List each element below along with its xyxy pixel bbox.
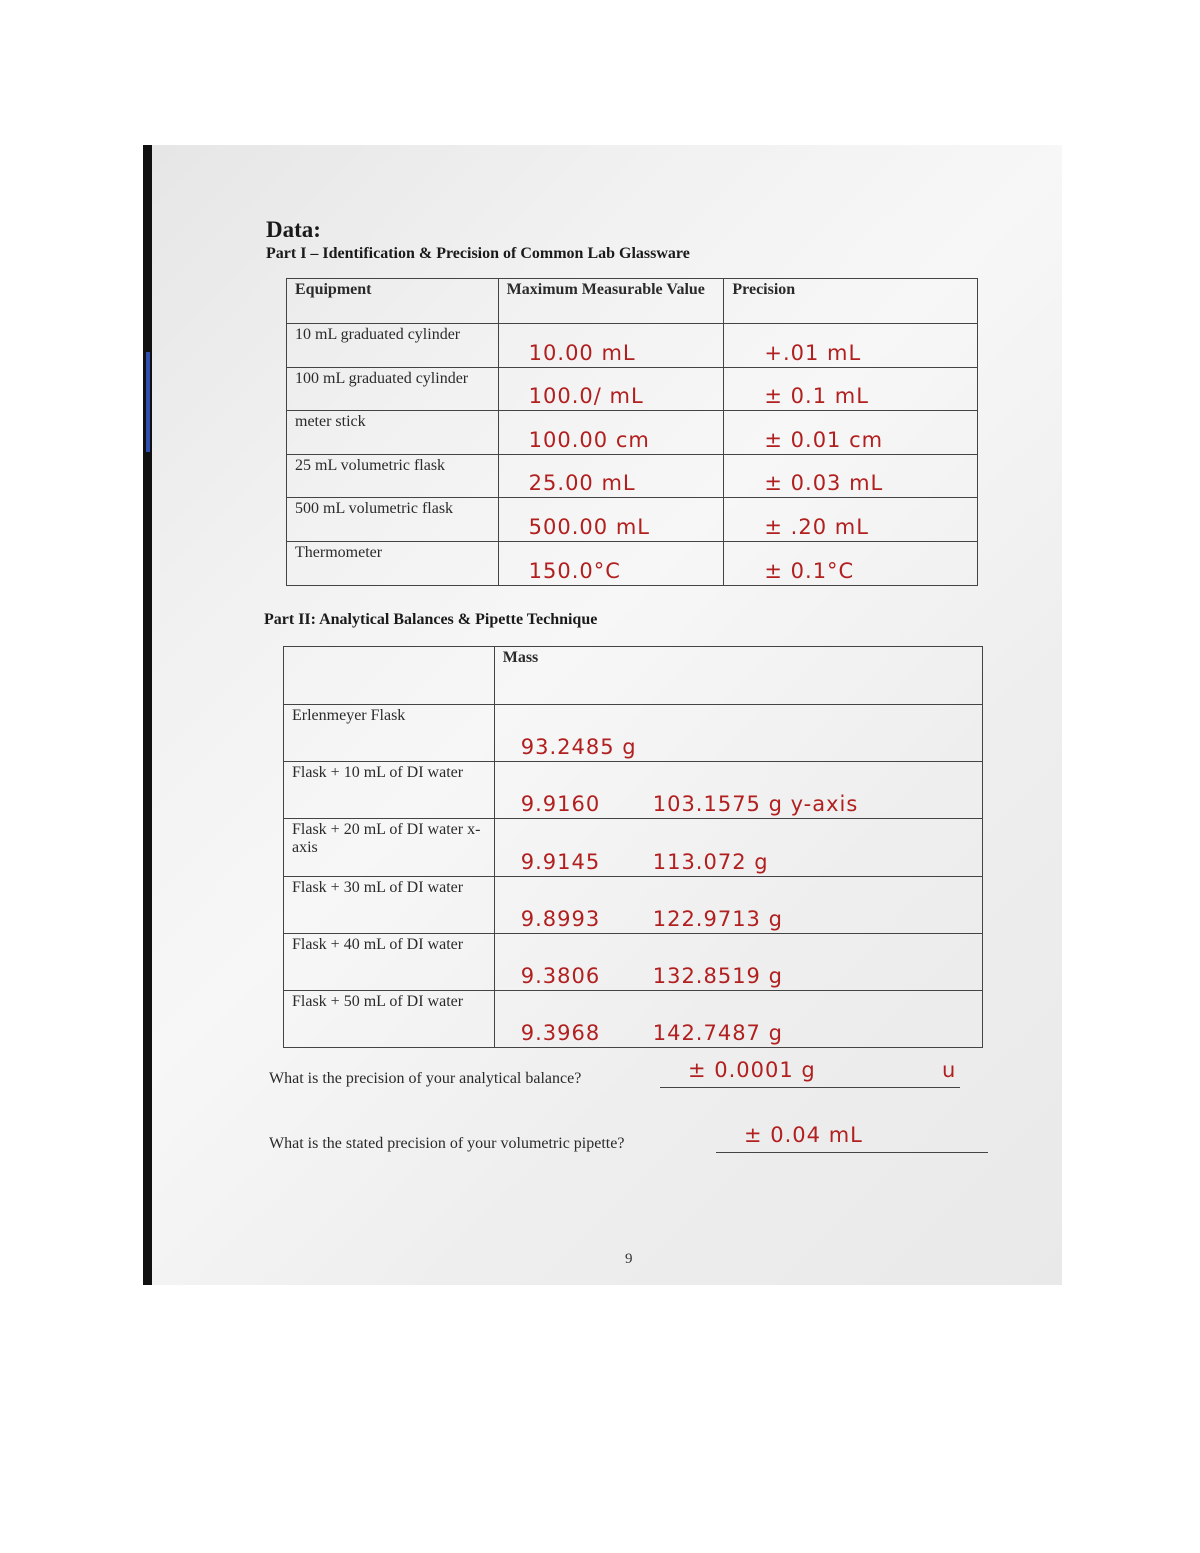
glassware-table (286, 278, 978, 586)
header-blank (284, 647, 495, 705)
precision-cell (724, 541, 978, 585)
handwritten-value: ± .20 mL (764, 514, 869, 539)
handwritten-value: 500.00 mL (528, 514, 650, 539)
header-mass: Mass (494, 647, 982, 705)
sample-label-cell: Flask + 10 mL of DI water (284, 762, 495, 819)
table-row (287, 411, 978, 455)
max-value-cell (498, 454, 724, 498)
max-value-cell (498, 498, 724, 542)
data-heading: Data: (266, 217, 321, 242)
table-row (284, 990, 983, 1047)
equipment-cell: Thermometer (287, 541, 499, 585)
equipment-cell: meter stick (287, 411, 499, 455)
table-row (284, 933, 983, 990)
handwritten-value: ± 0.01 cm (764, 427, 884, 452)
table-row (287, 498, 978, 542)
mass-cell (494, 990, 982, 1047)
handwritten-value: 150.0°C (528, 558, 621, 583)
max-value-cell (498, 324, 724, 368)
precision-cell (724, 367, 978, 411)
table-header-row (287, 279, 978, 324)
handwritten-mass-a: 93.2485 g (520, 735, 637, 760)
balance-precision-question: What is the precision of your analytical balance? (269, 1070, 582, 1087)
sample-label-cell: Flask + 20 mL of DI water x-axis (284, 819, 495, 876)
table-row (284, 762, 983, 819)
sample-label-cell: Flask + 30 mL of DI water (284, 876, 495, 933)
equipment-cell: 100 mL graduated cylinder (287, 367, 499, 411)
binder-tab (146, 352, 150, 452)
pipette-precision-answer-line (716, 1123, 988, 1153)
handwritten-mass-a: 9.3968 (520, 1021, 601, 1046)
mass-cell (494, 933, 982, 990)
mass-cell (494, 705, 982, 762)
table-row (287, 324, 978, 368)
mass-table (283, 646, 983, 1048)
handwritten-value: 100.00 cm (528, 427, 650, 452)
sample-label-cell: Erlenmeyer Flask (284, 705, 495, 762)
equipment-cell: 10 mL graduated cylinder (287, 324, 499, 368)
max-value-cell (498, 411, 724, 455)
handwritten-mass-b: 103.1575 g y-axis (652, 792, 859, 817)
grade-checkmark: u (942, 1058, 957, 1082)
pipette-precision-question: What is the stated precision of your volumetric pipette? (269, 1135, 625, 1152)
handwritten-mass-a: 9.3806 (520, 963, 601, 988)
sample-label-cell: Flask + 40 mL of DI water (284, 933, 495, 990)
handwritten-value: 25.00 mL (528, 471, 636, 496)
balance-precision-answer-line (660, 1058, 960, 1088)
table-header-row (284, 647, 983, 705)
handwritten-mass-b: 132.8519 g (652, 963, 783, 988)
header-equipment: Equipment (287, 279, 499, 324)
page-number: 9 (625, 1251, 633, 1267)
table-row (287, 541, 978, 585)
precision-cell (724, 411, 978, 455)
worksheet-page (152, 145, 1062, 1285)
max-value-cell (498, 367, 724, 411)
precision-cell (724, 498, 978, 542)
precision-cell (724, 324, 978, 368)
table-row (284, 819, 983, 876)
handwritten-value: 100.0/ mL (528, 384, 644, 409)
handwritten-mass-a: 9.9145 (520, 849, 601, 874)
handwritten-mass-a: 9.9160 (520, 792, 601, 817)
precision-cell (724, 454, 978, 498)
handwritten-value: ± 0.1 mL (764, 384, 869, 409)
handwritten-mass-b: 122.9713 g (652, 906, 783, 931)
handwritten-mass-b: 142.7487 g (652, 1021, 783, 1046)
table-row (284, 876, 983, 933)
handwritten-value: 10.00 mL (528, 340, 636, 365)
binder-edge (143, 145, 152, 1285)
table-row (284, 705, 983, 762)
mass-cell (494, 876, 982, 933)
handwritten-mass-a: 9.8993 (520, 906, 601, 931)
pipette-precision-answer: ± 0.04 mL (744, 1123, 863, 1147)
part1-title: Part I – Identification & Precision of Common Lab Glassware (266, 245, 690, 262)
equipment-cell: 25 mL volumetric flask (287, 454, 499, 498)
balance-precision-answer: ± 0.0001 g (688, 1058, 816, 1082)
header-precision: Precision (724, 279, 978, 324)
max-value-cell (498, 541, 724, 585)
equipment-cell: 500 mL volumetric flask (287, 498, 499, 542)
sample-label-cell: Flask + 50 mL of DI water (284, 990, 495, 1047)
mass-cell (494, 819, 982, 876)
handwritten-value: ± 0.03 mL (764, 471, 884, 496)
table-row (287, 454, 978, 498)
mass-cell (494, 762, 982, 819)
header-max-value: Maximum Measurable Value (498, 279, 724, 324)
handwritten-value: +.01 mL (764, 340, 862, 365)
handwritten-value: ± 0.1°C (764, 558, 855, 583)
part2-title: Part II: Analytical Balances & Pipette Technique (264, 611, 598, 628)
handwritten-mass-b: 113.072 g (652, 849, 769, 874)
table-row (287, 367, 978, 411)
